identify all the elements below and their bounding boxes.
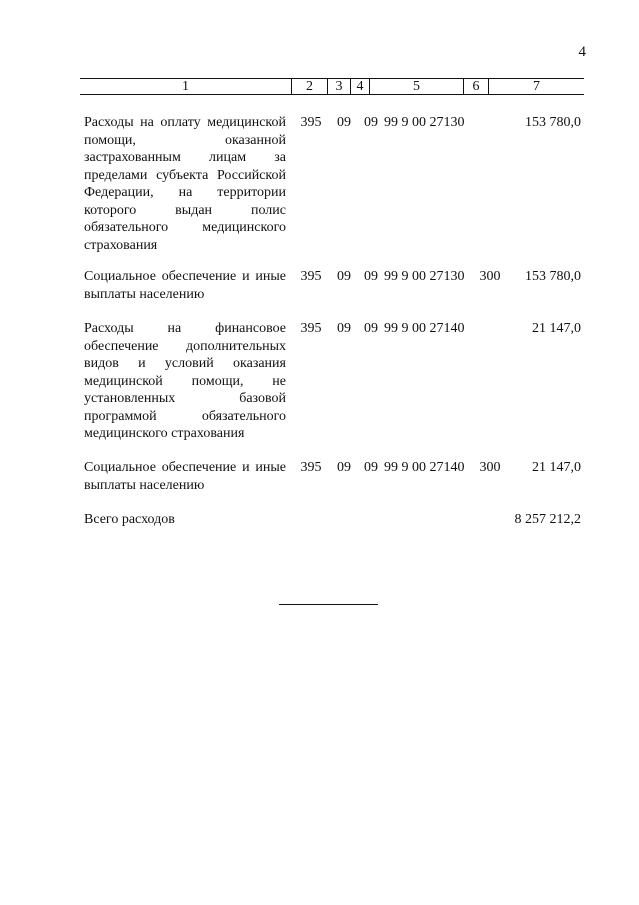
row-name: Расходы на оплату медицинской помощи, оказанной застрахованным лицам за пределами субъекта Российской Федерации, на территории которого выдан полис обязательного медицинского страхования: [84, 115, 286, 253]
row-col-7: 153 780,0: [525, 115, 581, 130]
row-col-7: 21 147,0: [532, 460, 581, 475]
row-col-5: 99 9 00 27130: [384, 115, 465, 130]
row-col-7: 21 147,0: [532, 321, 581, 336]
header-col-4: 4: [351, 79, 370, 95]
row-col-4: 09: [364, 460, 378, 475]
header-col-2: 2: [292, 79, 328, 95]
header-col-7: 7: [489, 79, 585, 95]
row-col-2: 395: [300, 460, 322, 475]
row-col-5: 99 9 00 27140: [384, 460, 465, 475]
row-col-5: 99 9 00 27140: [384, 321, 465, 336]
end-rule: [279, 604, 378, 605]
row-col-3: 09: [337, 460, 351, 475]
row-col-7: 153 780,0: [525, 269, 581, 284]
row-col-4: 09: [364, 269, 378, 284]
page-number: 4: [578, 44, 586, 60]
header-col-1: 1: [80, 79, 292, 95]
row-col-6: 300: [479, 269, 501, 284]
row-col-3: 09: [337, 115, 351, 130]
row-name: Социальное обеспечение и иные выплаты населению: [84, 269, 286, 302]
row-col-2: 395: [300, 115, 322, 130]
row-col-2: 395: [300, 269, 322, 284]
header-col-5: 5: [370, 79, 464, 95]
row-name: Социальное обеспечение и иные выплаты населению: [84, 460, 286, 493]
header-col-6: 6: [464, 79, 489, 95]
total-value: 8 257 212,2: [514, 512, 581, 527]
row-name: Расходы на финансовое обеспечение дополнительных видов и условий оказания медицинской помощи, не установленных базовой программой обязательного медицинского страхования: [84, 321, 286, 441]
row-col-3: 09: [337, 321, 351, 336]
table-header: [80, 78, 584, 95]
row-col-5: 99 9 00 27130: [384, 269, 465, 284]
row-col-2: 395: [300, 321, 322, 336]
row-col-6: 300: [479, 460, 501, 475]
header-col-3: 3: [328, 79, 351, 95]
row-col-4: 09: [364, 115, 378, 130]
total-label: Всего расходов: [84, 512, 175, 527]
row-col-4: 09: [364, 321, 378, 336]
row-col-3: 09: [337, 269, 351, 284]
